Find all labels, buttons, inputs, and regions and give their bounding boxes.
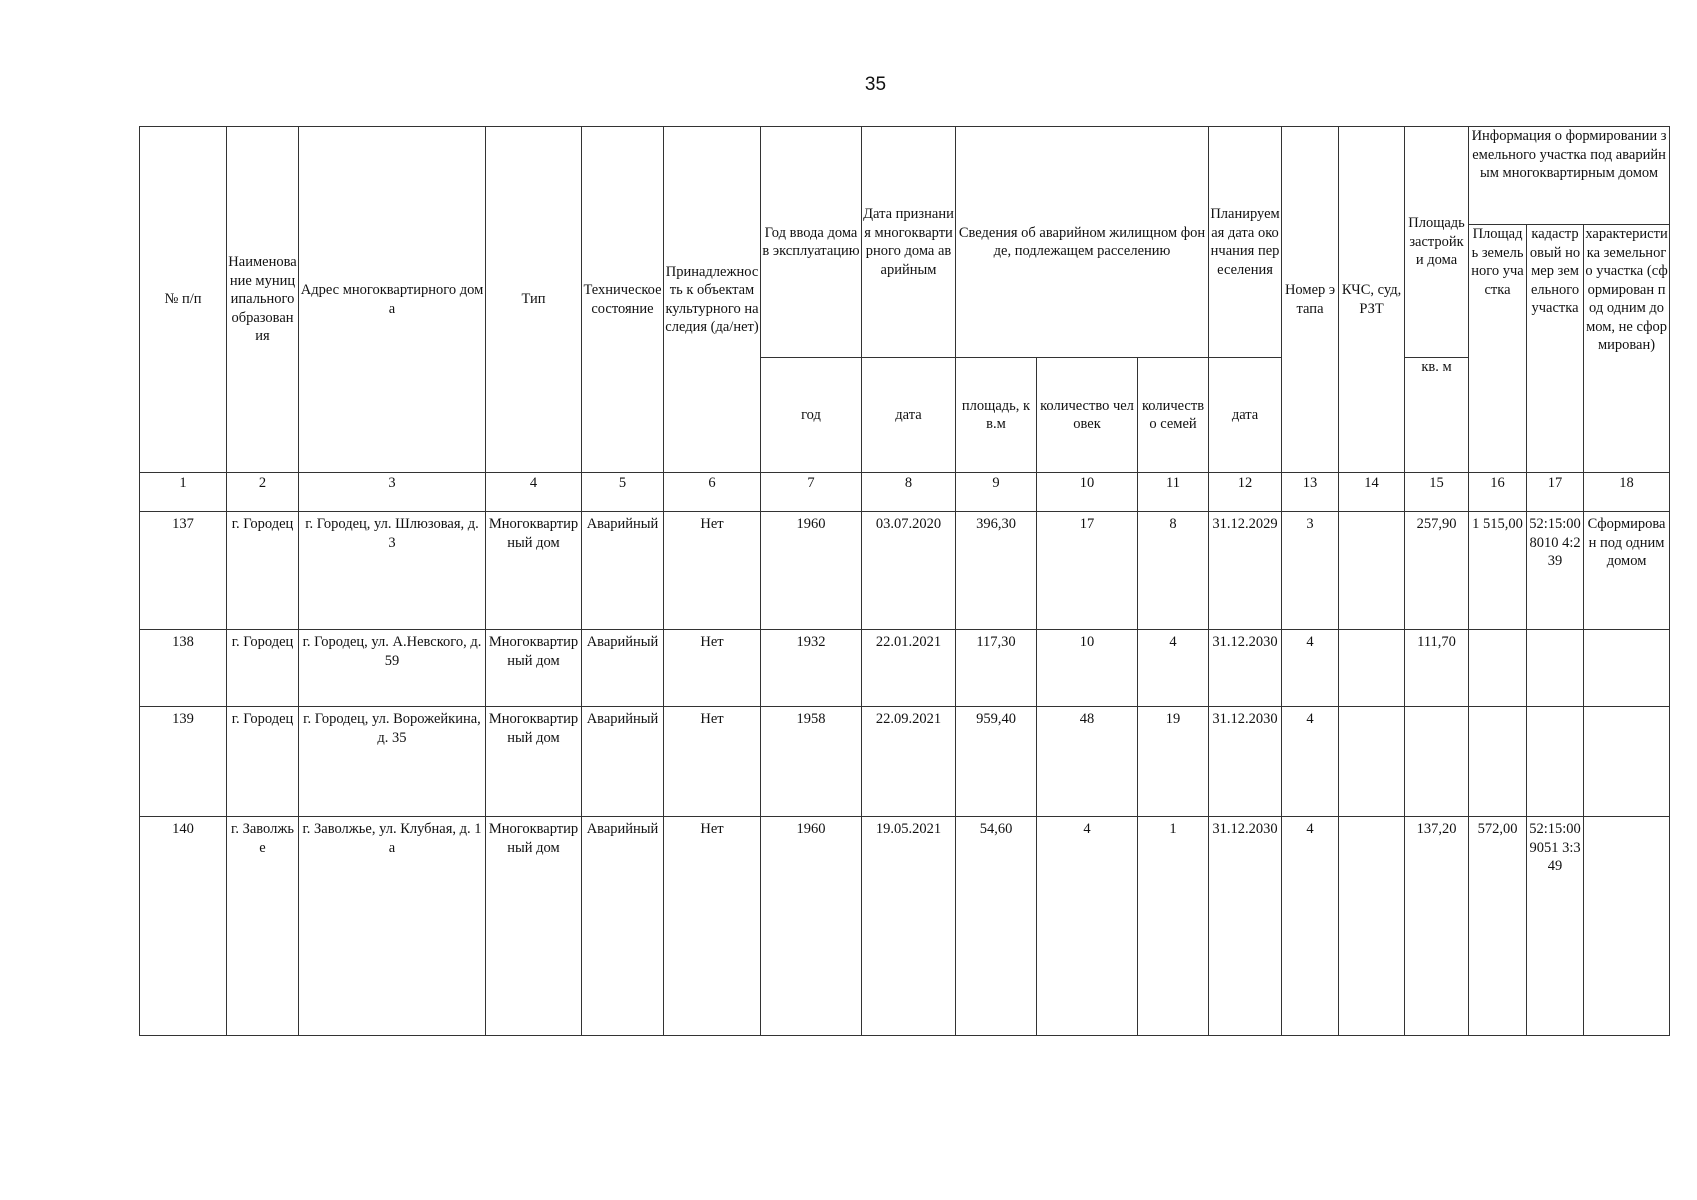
cell-land-area: [1469, 630, 1527, 707]
colnum-18: 18: [1584, 473, 1670, 512]
cell-kchs: [1339, 817, 1405, 1036]
unit-col-9: площадь, кв.м: [956, 358, 1037, 473]
colnum-11: 11: [1138, 473, 1209, 512]
cell-address: г. Городец, ул. Ворожейкина, д. 35: [299, 707, 486, 817]
cell-land-area: 1 515,00: [1469, 512, 1527, 630]
cell-stage: 3: [1282, 512, 1339, 630]
cell-people: 48: [1037, 707, 1138, 817]
header-group-16-18: Информация о формировании земельного участка под аварийным многоквартирным домом: [1469, 127, 1670, 225]
cell-plan-date: 31.12.2030: [1209, 817, 1282, 1036]
cell-number: 137: [140, 512, 227, 630]
colnum-10: 10: [1037, 473, 1138, 512]
header-group-9-11: Сведения об аварийном жилищном фонде, подлежащем расселению: [956, 127, 1209, 358]
cell-families: 4: [1138, 630, 1209, 707]
cell-state: Аварийный: [582, 630, 664, 707]
cell-address: г. Городец, ул. А.Невского, д. 59: [299, 630, 486, 707]
colnum-8: 8: [862, 473, 956, 512]
cell-area: 959,40: [956, 707, 1037, 817]
cell-area: 396,30: [956, 512, 1037, 630]
cell-state: Аварийный: [582, 512, 664, 630]
unit-col-12: дата: [1209, 358, 1282, 473]
cell-date: 03.07.2020: [862, 512, 956, 630]
page-number: 35: [864, 74, 887, 95]
colnum-15: 15: [1405, 473, 1469, 512]
colnum-7: 7: [761, 473, 862, 512]
emergency-housing-table: [139, 126, 1670, 1036]
cell-people: 17: [1037, 512, 1138, 630]
cell-date: 19.05.2021: [862, 817, 956, 1036]
cell-address: г. Городец, ул. Шлюзовая, д. 3: [299, 512, 486, 630]
cell-land-area: 572,00: [1469, 817, 1527, 1036]
colnum-5: 5: [582, 473, 664, 512]
header-col-15: Площадь застройки дома: [1405, 127, 1469, 358]
header-col-18: характеристика земельного участка (сформирован под одним домом, не сформирован): [1584, 225, 1670, 473]
header-col-4: Тип: [486, 127, 582, 473]
cell-heritage: Нет: [664, 630, 761, 707]
cell-plan-date: 31.12.2030: [1209, 630, 1282, 707]
cell-number: 138: [140, 630, 227, 707]
cell-address: г. Заволжье, ул. Клубная, д. 1а: [299, 817, 486, 1036]
colnum-9: 9: [956, 473, 1037, 512]
cell-families: 1: [1138, 817, 1209, 1036]
header-row-1: [140, 127, 1670, 225]
header-col-7: Год ввода дома в эксплуатацию: [761, 127, 862, 358]
header-col-1: № п/п: [140, 127, 227, 473]
colnum-2: 2: [227, 473, 299, 512]
cell-municipality: г. Заволжье: [227, 817, 299, 1036]
cell-municipality: г. Городец: [227, 630, 299, 707]
unit-col-11: количество семей: [1138, 358, 1209, 473]
cell-build-area: 257,90: [1405, 512, 1469, 630]
cell-plan-date: 31.12.2029: [1209, 512, 1282, 630]
cell-build-area: [1405, 707, 1469, 817]
cell-people: 10: [1037, 630, 1138, 707]
cell-people: 4: [1037, 817, 1138, 1036]
cell-plan-date: 31.12.2030: [1209, 707, 1282, 817]
cell-cadastre: [1527, 707, 1584, 817]
cell-number: 140: [140, 817, 227, 1036]
cell-land-area: [1469, 707, 1527, 817]
cell-kchs: [1339, 630, 1405, 707]
cell-heritage: Нет: [664, 707, 761, 817]
table-row: [140, 707, 1670, 817]
cell-kchs: [1339, 707, 1405, 817]
unit-col-15: кв. м: [1405, 358, 1469, 473]
cell-land-char: [1584, 630, 1670, 707]
cell-area: 117,30: [956, 630, 1037, 707]
cell-stage: 4: [1282, 630, 1339, 707]
header-col-17: кадастровый номер земельного участка: [1527, 225, 1584, 473]
cell-kchs: [1339, 512, 1405, 630]
table-row: [140, 630, 1670, 707]
cell-land-char: [1584, 817, 1670, 1036]
cell-number: 139: [140, 707, 227, 817]
header-col-5: Техническое состояние: [582, 127, 664, 473]
cell-type: Многоквартирный дом: [486, 817, 582, 1036]
colnum-16: 16: [1469, 473, 1527, 512]
cell-type: Многоквартирный дом: [486, 707, 582, 817]
unit-col-7: год: [761, 358, 862, 473]
header-col-6: Принадлежность к объектам культурного наследия (да/нет): [664, 127, 761, 473]
cell-build-area: 111,70: [1405, 630, 1469, 707]
column-number-row: [140, 473, 1670, 512]
cell-municipality: г. Городец: [227, 707, 299, 817]
header-col-16: Площадь земельного участка: [1469, 225, 1527, 473]
cell-year: 1958: [761, 707, 862, 817]
header-col-12: Планируемая дата окончания переселения: [1209, 127, 1282, 358]
cell-date: 22.01.2021: [862, 630, 956, 707]
colnum-14: 14: [1339, 473, 1405, 512]
header-col-2: Наименование муниципального образования: [227, 127, 299, 473]
cell-cadastre: 52:15:008010 4:239: [1527, 512, 1584, 630]
table-row: [140, 512, 1670, 630]
cell-date: 22.09.2021: [862, 707, 956, 817]
cell-type: Многоквартирный дом: [486, 512, 582, 630]
cell-year: 1932: [761, 630, 862, 707]
cell-land-char: [1584, 707, 1670, 817]
cell-families: 19: [1138, 707, 1209, 817]
header-col-13: Номер этапа: [1282, 127, 1339, 473]
colnum-4: 4: [486, 473, 582, 512]
cell-state: Аварийный: [582, 707, 664, 817]
cell-heritage: Нет: [664, 817, 761, 1036]
colnum-12: 12: [1209, 473, 1282, 512]
unit-col-10: количество человек: [1037, 358, 1138, 473]
cell-families: 8: [1138, 512, 1209, 630]
cell-build-area: 137,20: [1405, 817, 1469, 1036]
cell-year: 1960: [761, 512, 862, 630]
cell-stage: 4: [1282, 817, 1339, 1036]
colnum-13: 13: [1282, 473, 1339, 512]
header-col-3: Адрес многоквартирного дома: [299, 127, 486, 473]
table-row: [140, 817, 1670, 1036]
colnum-1: 1: [140, 473, 227, 512]
cell-land-char: Сформирован под одним домом: [1584, 512, 1670, 630]
cell-type: Многоквартирный дом: [486, 630, 582, 707]
colnum-17: 17: [1527, 473, 1584, 512]
cell-heritage: Нет: [664, 512, 761, 630]
colnum-3: 3: [299, 473, 486, 512]
cell-municipality: г. Городец: [227, 512, 299, 630]
cell-area: 54,60: [956, 817, 1037, 1036]
colnum-6: 6: [664, 473, 761, 512]
header-col-8: Дата признания многоквартирного дома аварийным: [862, 127, 956, 358]
cell-cadastre: 52:15:009051 3:349: [1527, 817, 1584, 1036]
header-col-14: КЧС, суд, РЗТ: [1339, 127, 1405, 473]
cell-stage: 4: [1282, 707, 1339, 817]
cell-year: 1960: [761, 817, 862, 1036]
unit-col-8: дата: [862, 358, 956, 473]
cell-cadastre: [1527, 630, 1584, 707]
cell-state: Аварийный: [582, 817, 664, 1036]
